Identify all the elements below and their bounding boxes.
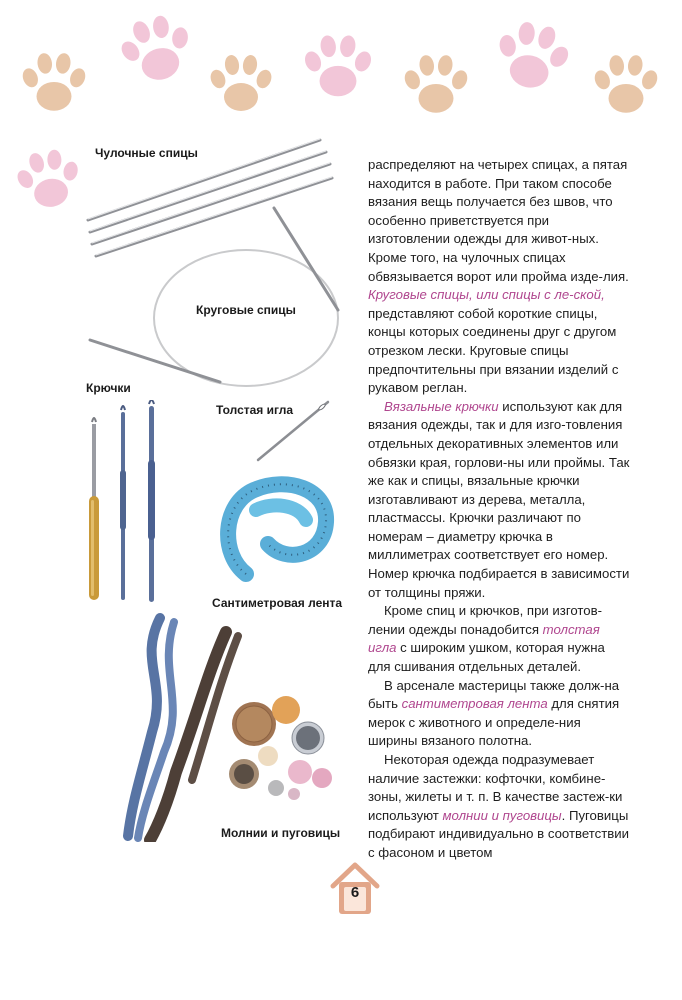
circular-needles-image: [88, 206, 348, 396]
paw-print-icon: [590, 50, 662, 122]
body-text: [368, 156, 630, 863]
measuring-tape-image: [216, 464, 340, 588]
zippers-and-buttons-image: [108, 612, 344, 842]
paragraph: Вязальные крючки используют как для вязания одежды, так и для изго-товления отдельных декоративных элементов или обвязки края, горлови-ны или проймы. Так же как и спицы, вязальные крючки изготавливают из дерева, металла, пластмассы. Крючки различают по номерам – диаметру крючка в миллиметрах соответствует его номер. Номер крючка подбирается в зависимости от толщины пряжи.: [368, 398, 630, 600]
thick-needle-image: [254, 398, 334, 464]
caption-zipper: Молнии и пуговицы: [221, 826, 341, 840]
paragraph: В арсенале мастерицы также долж-на быть сантиметровая лента для снятия мерок с животного и определе-ния ширины вязаного полотна.: [368, 677, 620, 749]
caption-tape: Сантиметровая лента: [212, 596, 343, 610]
caption-dpn: Чулочные спицы: [95, 146, 198, 160]
paragraph: Кроме спиц и крючков, при изготов-лении одежды понадобится толстая игла с широким ушком, которая нужна для сшивания отдельных деталей.: [368, 603, 605, 675]
caption-hooks: Крючки: [86, 381, 131, 395]
paw-print-icon: [18, 48, 90, 120]
paw-print-icon: [400, 50, 472, 122]
paragraph: распределяют на четырех спицах, а пятая находится в работе. При таком способе вязания вещь получается без швов, что особенно приветствуется при изготовлении одежды для живот-ных. Кроме того, на чулочных спицах обвязывается ворот или пройма изде-лия. Круговые спицы, или спицы с ле-ской, представляют собой короткие спицы, концы которых соединены друг с другом отрезком лески. Круговые спицы предпочтительны при вязании изделий с рукавом реглан.: [368, 157, 629, 396]
paw-print-icon: [492, 18, 572, 98]
caption-needle: Толстая игла: [216, 403, 294, 417]
page-number-badge: [329, 862, 381, 916]
paragraph: Некоторая одежда подразумевает наличие застежки: кофточки, комбине-зоны, жилеты и т. п. В качестве застеж-ки используют молнии и пуговицы. Пуговицы подбирают индивидуально в соответствии с фасоном и цветом: [368, 752, 630, 860]
paw-print-icon: [300, 30, 376, 106]
page-number: 6: [350, 884, 360, 901]
caption-circular: Круговые спицы: [196, 303, 296, 317]
paw-print-icon: [206, 50, 276, 120]
paw-print-icon: [14, 146, 84, 216]
crochet-hooks-image: [80, 400, 180, 606]
paw-print-icon: [118, 12, 196, 90]
